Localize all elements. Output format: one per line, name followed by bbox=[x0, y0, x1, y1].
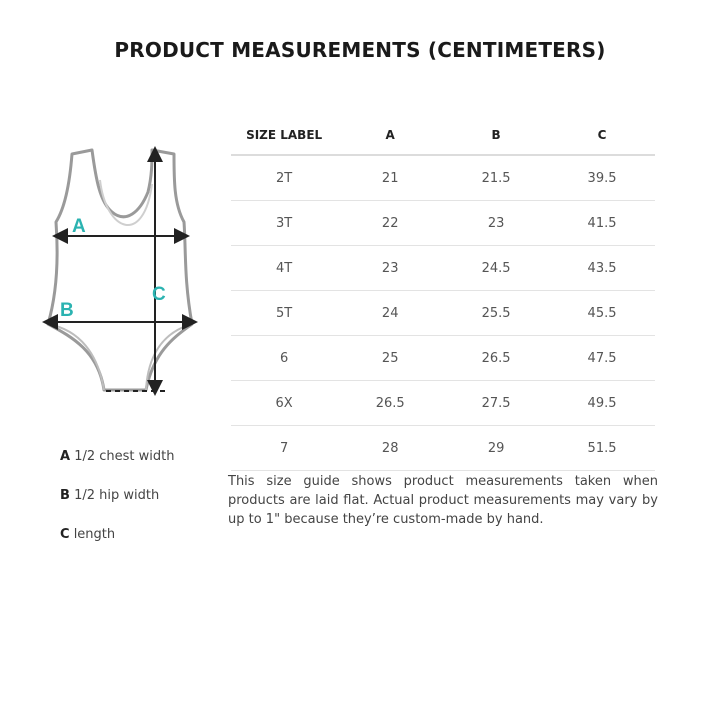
cell-size: 5T bbox=[231, 291, 337, 336]
cell-a: 23 bbox=[337, 246, 443, 291]
legend-item-a bbox=[60, 448, 174, 487]
swimsuit-outline bbox=[48, 150, 192, 390]
size-guide-note: This size guide shows product measurements taken when products are laid flat. Actual product measurements may vary by up to 1" because they’re custom-made by hand. bbox=[228, 474, 658, 527]
measurement-legend bbox=[60, 448, 174, 565]
size-table bbox=[231, 116, 655, 471]
legend-text: 1/2 hip width bbox=[74, 488, 160, 503]
cell-b: 27.5 bbox=[443, 381, 549, 426]
cell-c: 49.5 bbox=[549, 381, 655, 426]
legend-key: B bbox=[60, 488, 70, 503]
cell-a: 22 bbox=[337, 201, 443, 246]
table-row bbox=[231, 426, 655, 471]
header-size-label: SIZE LABEL bbox=[231, 116, 337, 155]
table-row bbox=[231, 381, 655, 426]
header-a: A bbox=[337, 116, 443, 155]
cell-a: 21 bbox=[337, 155, 443, 201]
legend-item-b bbox=[60, 487, 174, 526]
label-b: B bbox=[60, 300, 74, 321]
cell-c: 43.5 bbox=[549, 246, 655, 291]
label-c: C bbox=[152, 284, 166, 305]
cell-size: 6X bbox=[231, 381, 337, 426]
cell-b: 26.5 bbox=[443, 336, 549, 381]
cell-c: 39.5 bbox=[549, 155, 655, 201]
legend-item-c bbox=[60, 526, 174, 565]
header-c: C bbox=[549, 116, 655, 155]
swimsuit-diagram bbox=[40, 140, 210, 405]
cell-a: 25 bbox=[337, 336, 443, 381]
cell-b: 21.5 bbox=[443, 155, 549, 201]
cell-b: 23 bbox=[443, 201, 549, 246]
table-header-row bbox=[231, 116, 655, 155]
cell-c: 47.5 bbox=[549, 336, 655, 381]
cell-c: 51.5 bbox=[549, 426, 655, 471]
legend-text: 1/2 chest width bbox=[74, 449, 175, 464]
cell-size: 4T bbox=[231, 246, 337, 291]
cell-c: 41.5 bbox=[549, 201, 655, 246]
cell-size: 2T bbox=[231, 155, 337, 201]
cell-c: 45.5 bbox=[549, 291, 655, 336]
cell-size: 6 bbox=[231, 336, 337, 381]
cell-a: 28 bbox=[337, 426, 443, 471]
cell-b: 24.5 bbox=[443, 246, 549, 291]
page-title: PRODUCT MEASUREMENTS (CENTIMETERS) bbox=[114, 38, 606, 62]
table-row bbox=[231, 201, 655, 246]
cell-size: 3T bbox=[231, 201, 337, 246]
cell-a: 26.5 bbox=[337, 381, 443, 426]
table-row bbox=[231, 336, 655, 381]
header-b: B bbox=[443, 116, 549, 155]
cell-b: 25.5 bbox=[443, 291, 549, 336]
label-a: A bbox=[72, 216, 86, 237]
legend-text: length bbox=[73, 527, 116, 542]
legend-key: C bbox=[60, 527, 70, 542]
table-row bbox=[231, 291, 655, 336]
cell-a: 24 bbox=[337, 291, 443, 336]
cell-b: 29 bbox=[443, 426, 549, 471]
cell-size: 7 bbox=[231, 426, 337, 471]
table-row bbox=[231, 246, 655, 291]
table-row bbox=[231, 155, 655, 201]
legend-key: A bbox=[60, 449, 71, 464]
